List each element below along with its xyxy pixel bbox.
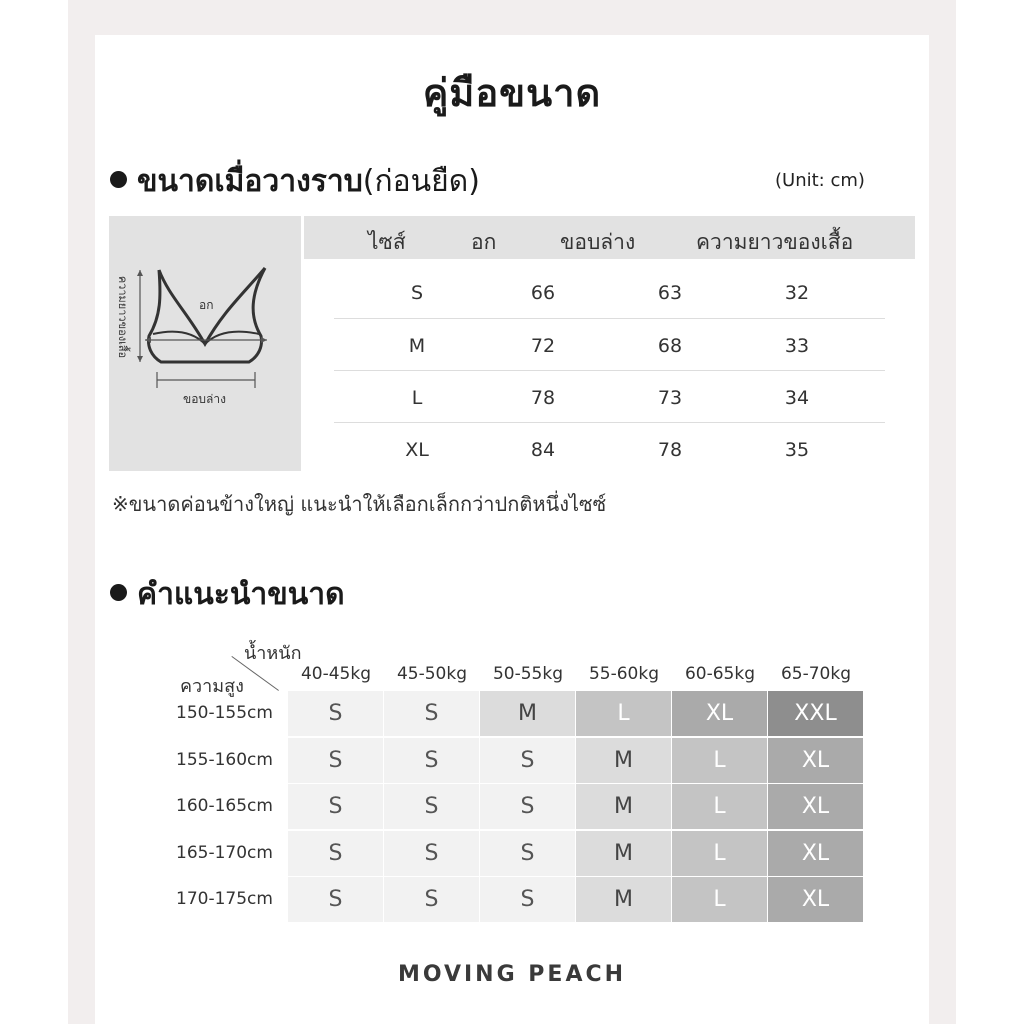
size-recommendation-cell: S	[480, 831, 575, 876]
size-recommendation-cell: S	[480, 738, 575, 783]
size-recommendation-cell: XL	[768, 877, 863, 922]
diagram-underband-label: ขอบล่าง	[183, 392, 226, 406]
size-recommendation-cell: S	[384, 831, 479, 876]
size-recommendation-cell: XL	[768, 784, 863, 829]
height-header: 155-160cm	[176, 749, 273, 770]
weight-header: 55-60kg	[588, 664, 660, 684]
flat-size-heading-text: ขนาดเมื่อวางราบ	[137, 164, 363, 199]
size-recommendation-cell: L	[672, 831, 767, 876]
size-recommendation-cell: XXL	[768, 691, 863, 736]
bullet-icon	[110, 584, 127, 601]
height-axis-label: ความสูง	[180, 676, 244, 697]
cell-length: 35	[784, 439, 810, 461]
diagram-length-label: ความยาวของเสื้อ	[116, 275, 129, 359]
row-divider	[334, 318, 885, 319]
weight-header: 40-45kg	[300, 664, 372, 684]
col-bust: อก	[471, 230, 497, 254]
cell-length: 33	[784, 335, 810, 357]
size-recommendation-cell: L	[576, 691, 671, 736]
brand-logo: MOVING PEACH	[397, 962, 627, 987]
col-size: ไซส์	[368, 230, 406, 254]
weight-header: 65-70kg	[780, 664, 852, 684]
size-recommendation-cell: L	[672, 784, 767, 829]
size-recommendation-cell: S	[384, 877, 479, 922]
right-margin	[956, 0, 1024, 1024]
cell-underband: 68	[657, 335, 683, 357]
cell-size: XL	[405, 439, 429, 461]
flat-size-heading	[110, 158, 480, 205]
left-margin	[0, 0, 68, 1024]
cell-size: S	[410, 282, 424, 304]
cell-underband: 78	[657, 439, 683, 461]
row-divider	[334, 370, 885, 371]
size-recommendation-cell: M	[480, 691, 575, 736]
size-recommendation-cell: S	[288, 691, 383, 736]
size-recommendation-cell: S	[288, 738, 383, 783]
size-recommendation-cell: L	[672, 738, 767, 783]
cell-length: 34	[784, 387, 810, 409]
size-recommendation-cell: L	[672, 877, 767, 922]
bra-outline-icon	[109, 216, 301, 471]
size-recommendation-cell: M	[576, 738, 671, 783]
cell-size: M	[408, 335, 426, 357]
cell-bust: 78	[530, 387, 556, 409]
recommend-heading	[110, 571, 345, 618]
size-recommendation-cell: S	[288, 877, 383, 922]
weight-axis-label: น้ำหนัก	[244, 643, 302, 664]
size-recommendation-cell: S	[288, 831, 383, 876]
cell-bust: 66	[530, 282, 556, 304]
size-recommendation-cell: M	[576, 831, 671, 876]
size-recommendation-cell: M	[576, 784, 671, 829]
weight-header: 50-55kg	[492, 664, 564, 684]
cell-length: 32	[784, 282, 810, 304]
flat-size-heading-sub: (ก่อนยืด)	[362, 164, 480, 199]
size-recommendation-cell: S	[480, 877, 575, 922]
size-recommendation-cell: S	[384, 738, 479, 783]
bra-diagram	[109, 216, 301, 471]
size-recommendation-cell: S	[384, 784, 479, 829]
weight-header: 45-50kg	[396, 664, 468, 684]
weight-header: 60-65kg	[684, 664, 756, 684]
unit-label: (Unit: cm)	[775, 170, 865, 191]
col-length: ความยาวของเสื้อ	[696, 230, 854, 254]
height-header: 150-155cm	[176, 703, 273, 723]
height-header: 160-165cm	[176, 796, 273, 816]
cell-size: L	[411, 387, 423, 409]
size-recommendation-cell: S	[480, 784, 575, 829]
cell-underband: 63	[657, 282, 683, 304]
row-divider	[334, 422, 885, 423]
size-recommendation-cell: S	[384, 691, 479, 736]
recommend-heading-text: คำแนะนำขนาด	[137, 577, 345, 612]
height-header: 165-170cm	[176, 842, 273, 863]
page-title: คู่มือขนาด	[422, 71, 602, 115]
size-note: ※ขนาดค่อนข้างใหญ่ แนะนำให้เลือกเล็กกว่าปกติหนึ่งไซซ์	[112, 492, 607, 516]
size-recommendation-cell: M	[576, 877, 671, 922]
cell-underband: 73	[657, 387, 683, 409]
diagram-bust-label: อก	[199, 298, 214, 312]
size-recommendation-cell: S	[288, 784, 383, 829]
col-underband: ขอบล่าง	[560, 230, 636, 254]
size-recommendation-cell: XL	[768, 831, 863, 876]
height-header: 170-175cm	[176, 889, 273, 909]
bullet-icon	[110, 171, 127, 188]
cell-bust: 84	[530, 439, 556, 461]
size-recommendation-cell: XL	[672, 691, 767, 736]
size-recommendation-cell: XL	[768, 738, 863, 783]
cell-bust: 72	[530, 335, 556, 357]
